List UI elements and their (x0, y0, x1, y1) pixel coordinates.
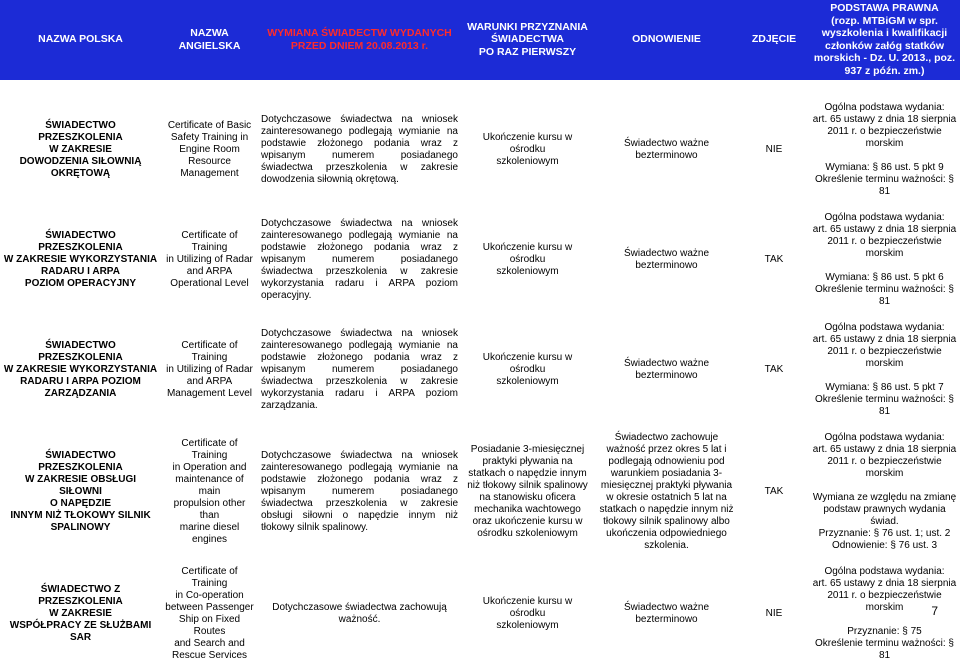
polish-name-cell: ŚWIADECTWO Z PRZESZKOLENIA W ZAKRESIE WSPÓŁPRACY ZE SŁUŻBAMI SAR (9, 583, 152, 643)
polish-name-cell: ŚWIADECTWO PRZESZKOLENIA W ZAKRESIE WYKORZYSTANIA RADARU I ARPA POZIOM OPERACYJNY (3, 229, 158, 289)
header-english-name: NAZWA ANGIELSKA (161, 0, 258, 80)
english-name-cell: Certificate of Training in Operation and maintenance of main propulsion other than marine diesel engines (172, 437, 247, 545)
conditions-cell: Ukończenie kursu w ośrodku szkoleniowym (482, 595, 573, 631)
exchange-cell: Dotychczasowe świadectwa na wniosek zainteresowanego podlegają wymianie na podstawie złożonego podania wraz z wpisanym numerem posiadanego świadectwa przeszkolenia w zakresie wykorzystania radaru i ARPA poziom zarządzania. (261, 327, 458, 411)
photo-cell: NIE (765, 607, 783, 619)
photo-cell: TAK (764, 363, 784, 375)
english-name-cell: Certificate of Training in Co-operation between Passenger Ship on Fixed Routes and Search and Rescue Services (165, 565, 254, 661)
renewal-cell: Świadectwo zachowuje ważność przez okres 5 lat i podlegają odnowieniu pod warunkiem posiadania 3-miesięcznej praktyki pływania w okresie ostatnich 5 lat na statkach o napędzie innym niż tłokowy silnik spalinowy albo ukończenia odpowiedniego szkolenia. (599, 431, 734, 551)
photo-cell: NIE (765, 143, 783, 155)
exchange-cell: Dotychczasowe świadectwa zachowują ważność. (272, 601, 447, 625)
exchange-cell: Dotychczasowe świadectwa na wniosek zainteresowanego podlegają wymianie na podstawie złożonego podania wraz z wpisanym numerem posiadanego świadectwa przeszkolenia w zakresie obsługi siłowni o napędzie innym niż tłokowy silnik spalinowy. (261, 449, 458, 533)
header-legal-basis: PODSTAWA PRAWNA (rozp. MTBiGM w spr. wyszkolenia i kwalifikacji członków załóg statków morskich - Dz. U. 2013., poz. 937 z późn. zm.) (809, 0, 960, 80)
header-exchange: WYMIANA ŚWIADECTW WYDANYCH PRZED DNIEM 20.08.2013 r. (258, 0, 461, 80)
header-row (0, 0, 960, 80)
table-row (0, 564, 960, 664)
conditions-cell: Posiadanie 3-miesięcznej praktyki pływania na statkach o napędzie innym niż tłokowy silnik spalinowy na stanowisku oficera mechanika wachtowego oraz ukończenie kursu w ośrodku szkoleniowym (467, 443, 588, 539)
header-photo: ZDJĘCIE (739, 0, 809, 80)
legal-basis-cell: Ogólna podstawa wydania: art. 65 ustawy z dnia 18 sierpnia 2011 r. o bezpieczeństwie morskim Przyznanie: § 75 Określenie terminu ważności: § 81 (812, 565, 957, 661)
header-conditions: WARUNKI PRZYZNANIA ŚWIADECTWA PO RAZ PIERWSZY (461, 0, 594, 80)
renewal-cell: Świadectwo ważne bezterminowo (623, 357, 710, 381)
legal-basis-cell: Ogólna podstawa wydania: art. 65 ustawy z dnia 18 sierpnia 2011 r. o bezpieczeństwie morskim Wymiana: § 86 ust. 5 pkt 7 Określenie terminu ważności: § 81 (812, 321, 957, 417)
polish-name-cell: ŚWIADECTWO PRZESZKOLENIA W ZAKRESIE OBSŁUGI SIŁOWNI O NAPĘDZIE INNYM NIŻ TŁOKOWY SILNIK SPALINOWY (10, 449, 151, 533)
table-row (0, 210, 960, 310)
photo-cell: TAK (764, 485, 784, 497)
english-name-cell: Certificate of Training in Utilizing of Radar and ARPA Management Level (166, 339, 253, 399)
renewal-cell: Świadectwo ważne bezterminowo (623, 601, 710, 625)
photo-cell: TAK (764, 253, 784, 265)
page-number: 7 (931, 604, 938, 618)
conditions-cell: Ukończenie kursu w ośrodku szkoleniowym (482, 131, 573, 167)
conditions-cell: Ukończenie kursu w ośrodku szkoleniowym (482, 241, 573, 277)
header-polish-name: NAZWA POLSKA (0, 0, 161, 80)
exchange-cell: Dotychczasowe świadectwa na wniosek zainteresowanego podlegają wymianie na podstawie złożonego podania wraz z wpisanym numerem posiadanego świadectwa przeszkolenia w zakresie wykorzystania radaru i ARPA poziom operacyjny. (261, 217, 458, 301)
english-name-cell: Certificate of Basic Safety Training in Engine Room Resource Management (167, 119, 252, 179)
exchange-cell: Dotychczasowe świadectwa na wniosek zainteresowanego podlegają wymianie na podstawie złożonego podania wraz z wpisanym numerem posiadanego świadectwa przeszkolenia w zakresie dowodzenia siłownią okrętową. (261, 113, 458, 185)
table-row (0, 100, 960, 200)
legal-basis-cell: Ogólna podstawa wydania: art. 65 ustawy z dnia 18 sierpnia 2011 r. o bezpieczeństwie morskim Wymiana: § 86 ust. 5 pkt 6 Określenie terminu ważności: § 81 (812, 211, 957, 307)
polish-name-cell: ŚWIADECTWO PRZESZKOLENIA W ZAKRESIE WYKORZYSTANIA RADARU I ARPA POZIOM ZARZĄDZANIA (3, 339, 158, 399)
table-row (0, 430, 960, 554)
english-name-cell: Certificate of Training in Utilizing of Radar and ARPA Operational Level (166, 229, 253, 289)
polish-name-cell: ŚWIADECTWO PRZESZKOLENIA W ZAKRESIE DOWODZENIA SIŁOWNIĄ OKRĘTOWĄ (19, 119, 142, 179)
legal-basis-cell: Ogólna podstawa wydania: art. 65 ustawy z dnia 18 sierpnia 2011 r. o bezpieczeństwie morskim Wymiana ze względu na zmianę podstaw prawnych wydania świad. Przyznanie: § 76 ust. 1; ust. 2 Odnowienie: § 76 ust. 3 (812, 431, 957, 551)
renewal-cell: Świadectwo ważne bezterminowo (623, 247, 710, 271)
renewal-cell: Świadectwo ważne bezterminowo (623, 137, 710, 161)
header-renewal: ODNOWIENIE (594, 0, 739, 80)
conditions-cell: Ukończenie kursu w ośrodku szkoleniowym (482, 351, 573, 387)
legal-basis-cell: Ogólna podstawa wydania: art. 65 ustawy z dnia 18 sierpnia 2011 r. o bezpieczeństwie morskim Wymiana: § 86 ust. 5 pkt 9 Określenie terminu ważności: § 81 (812, 101, 957, 197)
table-row (0, 320, 960, 420)
